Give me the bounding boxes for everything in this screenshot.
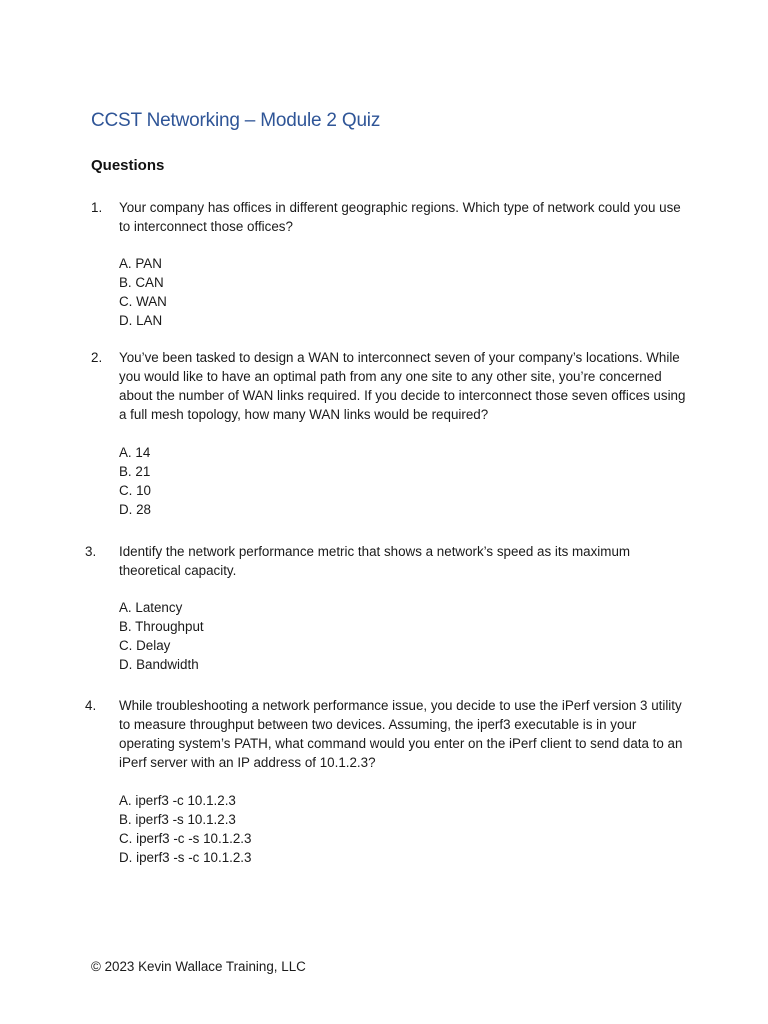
question-number: 1. bbox=[91, 200, 103, 215]
page-title: CCST Networking – Module 2 Quiz bbox=[91, 110, 381, 131]
answer-option: B. 21 bbox=[119, 464, 151, 479]
answer-option: B. iperf3 -s 10.1.2.3 bbox=[119, 812, 236, 827]
answer-options bbox=[119, 443, 151, 519]
answer-options bbox=[119, 791, 251, 867]
answer-options bbox=[119, 598, 204, 674]
question-text: Your company has offices in different geographic regions. Which type of network could you use to interconnect those offices? bbox=[119, 200, 681, 234]
question-text: You’ve been tasked to design a WAN to interconnect seven of your company’s locations. While you would like to have an optimal path from any one site to any other site, you’re concerned about the number of WAN links required. If you decide to interconnect those seven offices using a full mesh topology, how many WAN links would be required? bbox=[119, 350, 686, 422]
section-heading: Questions bbox=[91, 157, 165, 174]
question-text: Identify the network performance metric that shows a network’s speed as its maximum theoretical capacity. bbox=[119, 544, 631, 578]
answer-option: D. LAN bbox=[119, 313, 163, 328]
answer-option: D. Bandwidth bbox=[119, 657, 199, 672]
question-number: 4. bbox=[85, 698, 97, 713]
question-number: 3. bbox=[85, 544, 97, 559]
answer-option: B. CAN bbox=[119, 275, 164, 290]
answer-option: A. PAN bbox=[119, 256, 162, 271]
answer-options bbox=[119, 254, 167, 330]
copyright-footer: © 2023 Kevin Wallace Training, LLC bbox=[91, 959, 306, 974]
answer-option: C. 10 bbox=[119, 483, 152, 498]
answer-option: A. 14 bbox=[119, 445, 151, 460]
question-text: While troubleshooting a network performance issue, you decide to use the iPerf version 3 utility to measure throughput between two devices. Assuming, the iperf3 executable is in your operating system’s PATH, what command would you enter on the iPerf client to send data to an iPerf server with an IP address of 10.1.2.3? bbox=[119, 698, 683, 770]
answer-option: D. iperf3 -s -c 10.1.2.3 bbox=[119, 850, 252, 865]
answer-option: A. Latency bbox=[119, 600, 183, 615]
answer-option: C. iperf3 -c -s 10.1.2.3 bbox=[119, 831, 252, 846]
answer-option: C. Delay bbox=[119, 638, 171, 653]
answer-option: A. iperf3 -c 10.1.2.3 bbox=[119, 793, 236, 808]
answer-option: C. WAN bbox=[119, 294, 167, 309]
answer-option: B. Throughput bbox=[119, 619, 204, 634]
question-number: 2. bbox=[91, 350, 103, 365]
answer-option: D. 28 bbox=[119, 502, 152, 517]
